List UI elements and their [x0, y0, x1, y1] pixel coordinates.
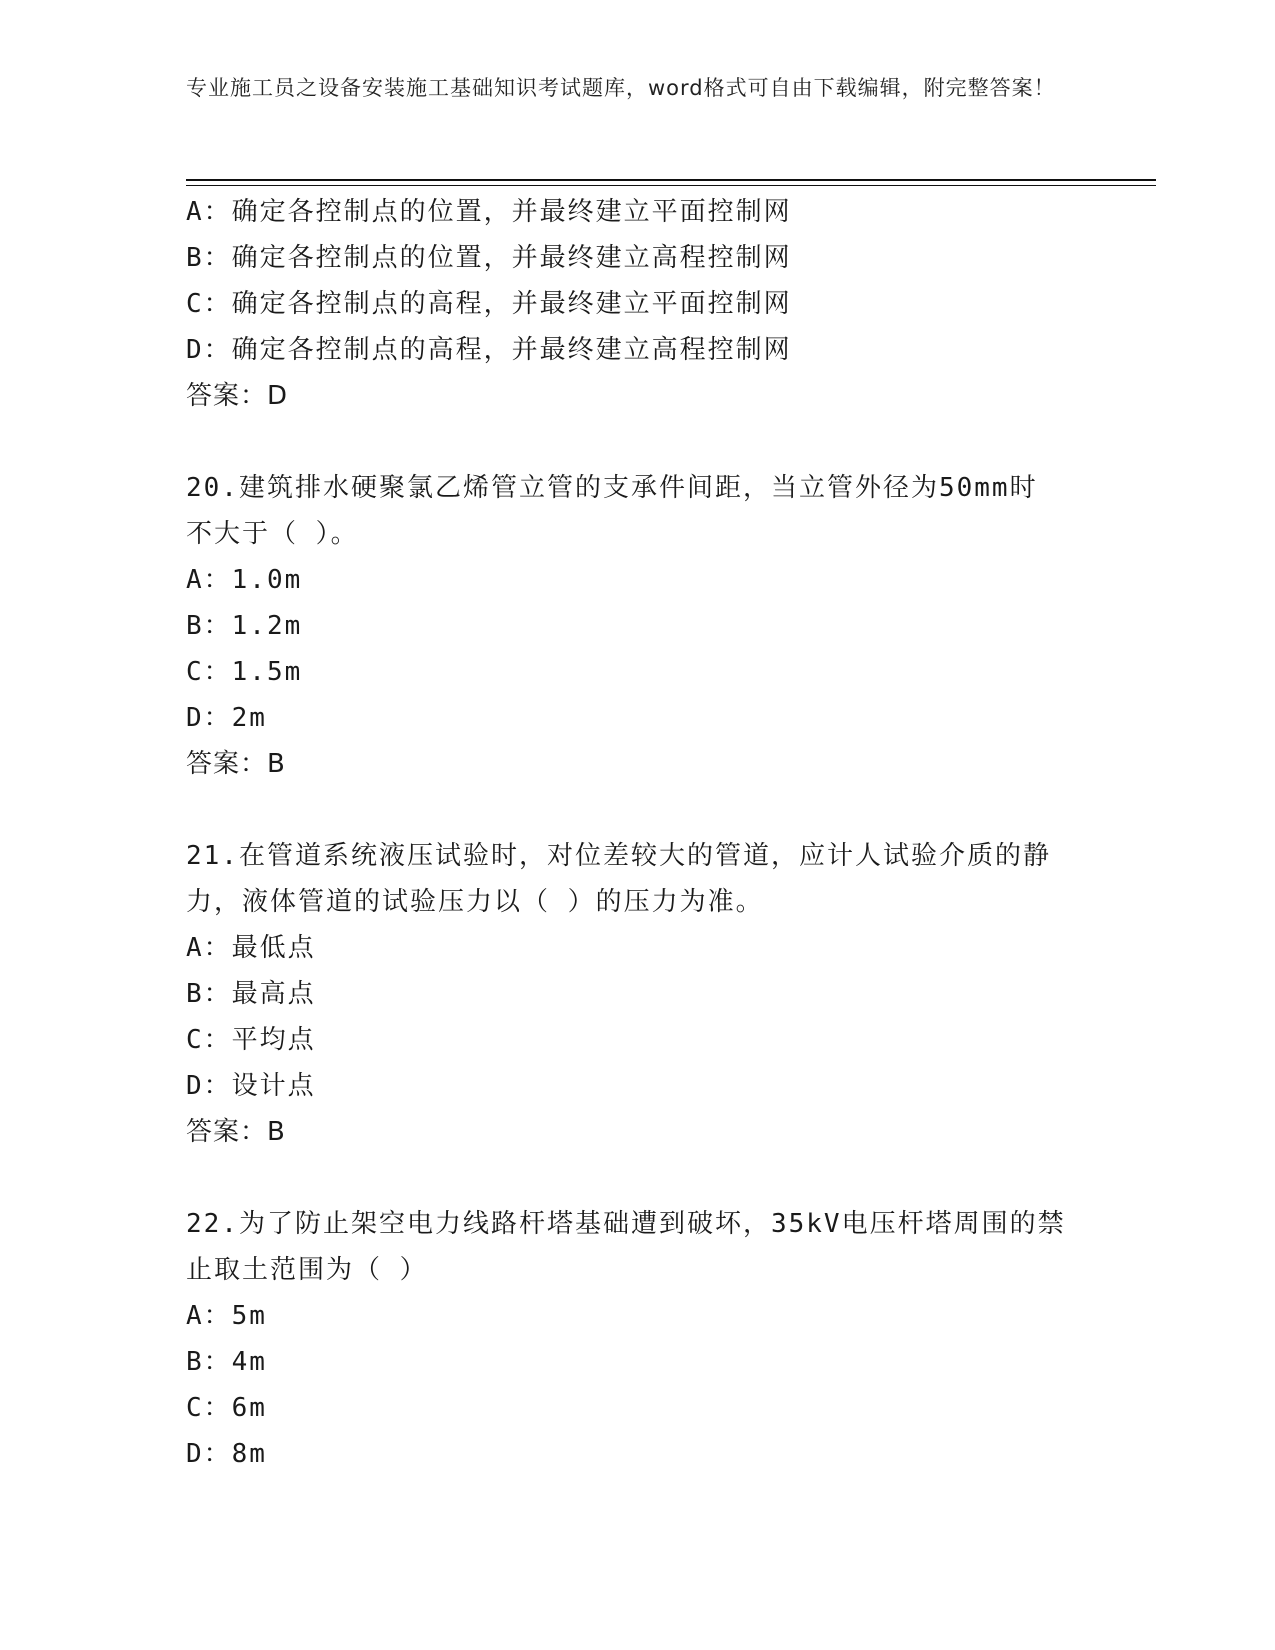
question-stem [186, 833, 1086, 925]
document-header: 专业施工员之设备安装施工基础知识考试题库，word格式可自由下载编辑，附完整答案！ [186, 76, 1056, 100]
option-b: B：最高点 [186, 979, 316, 1009]
question-19 [186, 189, 1086, 419]
answer: 答案：B [186, 1117, 286, 1147]
stem-line: 力，液体管道的试验压力以（ ）的压力为准。 [186, 887, 764, 917]
option-a: A：1.0m [186, 565, 303, 595]
stem-line: 22.为了防止架空电力线路杆塔基础遭到破坏，35kV电压杆塔周围的禁 [186, 1209, 1066, 1239]
option-c: C：1.5m [186, 657, 303, 687]
question-22 [186, 1201, 1086, 1477]
option-d: D：设计点 [186, 1071, 316, 1101]
question-stem [186, 1201, 1086, 1293]
option-d: D：确定各控制点的高程，并最终建立高程控制网 [186, 335, 792, 365]
option-b: B：确定各控制点的位置，并最终建立高程控制网 [186, 243, 792, 273]
answer: 答案：D [186, 381, 289, 411]
answer: 答案：B [186, 749, 286, 779]
option-a: A：确定各控制点的位置，并最终建立平面控制网 [186, 197, 792, 227]
option-b: B：1.2m [186, 611, 303, 641]
question-21 [186, 833, 1086, 1155]
header-divider-thin [186, 185, 1156, 186]
stem-line: 20.建筑排水硬聚氯乙烯管立管的支承件间距，当立管外径为50mm时 [186, 473, 1038, 503]
header-divider-thick [186, 179, 1156, 181]
option-a: A：5m [186, 1301, 267, 1331]
option-b: B：4m [186, 1347, 267, 1377]
stem-line: 不大于（ ）。 [186, 519, 359, 549]
stem-line: 止取土范围为（ ） [186, 1255, 428, 1285]
option-d: D：8m [186, 1439, 267, 1469]
option-c: C：平均点 [186, 1025, 316, 1055]
option-a: A：最低点 [186, 933, 316, 963]
question-stem [186, 465, 1086, 557]
question-20 [186, 465, 1086, 787]
option-c: C：确定各控制点的高程，并最终建立平面控制网 [186, 289, 792, 319]
stem-line: 21.在管道系统液压试验时，对位差较大的管道，应计人试验介质的静 [186, 841, 1051, 871]
option-c: C：6m [186, 1393, 267, 1423]
question-list [186, 189, 1086, 1477]
option-d: D：2m [186, 703, 267, 733]
